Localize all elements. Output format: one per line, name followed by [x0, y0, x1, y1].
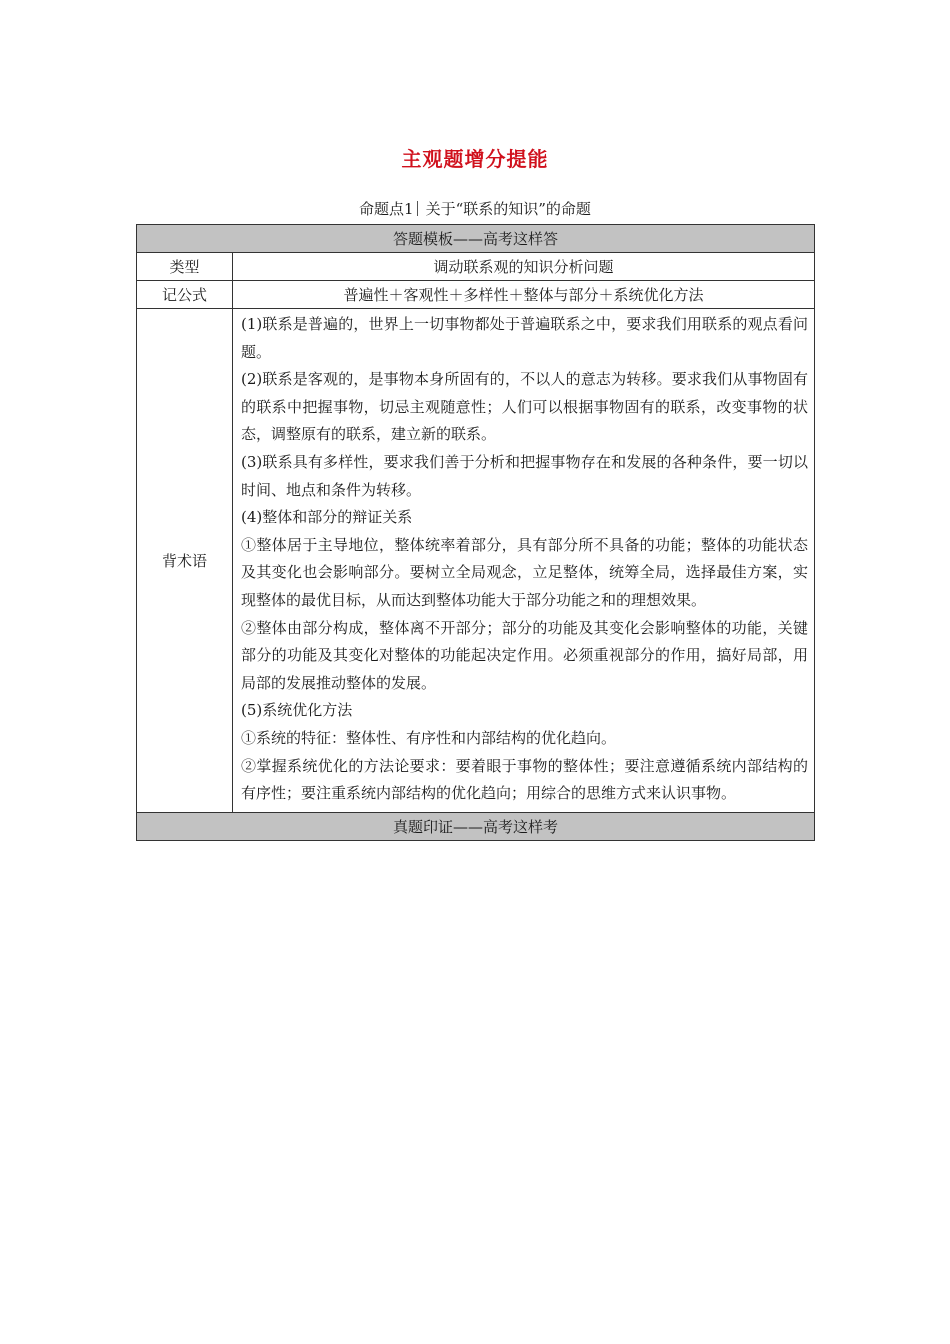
recite-paragraph: (2)联系是客观的，是事物本身所固有的，不以人的意志为转移。要求我们从事物固有的联系中把握事物，切忌主观随意性；人们可以根据事物固有的联系，改变事物的状态，调整原有的联系，建立新的联系。: [241, 370, 808, 444]
answer-template-table: [136, 224, 815, 841]
row-label: 记公式: [137, 281, 233, 309]
row-value: 普遍性＋客观性＋多样性＋整体与部分＋系统优化方法: [233, 281, 815, 309]
table-row-formula: [137, 281, 815, 309]
recite-label: 背术语: [137, 309, 233, 813]
table-row-type: [137, 253, 815, 281]
subtitle-divider: [417, 201, 418, 216]
recite-paragraph: (5)系统优化方法: [241, 701, 353, 720]
recite-paragraph: ①整体居于主导地位，整体统率着部分，具有部分所不具备的功能；整体的功能状态及其变化也会影响部分。要树立全局观念，立足整体，统筹全局，选择最佳方案，实现整体的最优目标，从而达到整体功能大于部分功能之和的理想效果。: [241, 535, 808, 609]
table-row-recite: [137, 309, 815, 813]
row-label: 类型: [137, 253, 233, 281]
recite-content: [233, 309, 815, 813]
recite-paragraph: (3)联系具有多样性，要求我们善于分析和把握事物存在和发展的各种条件，要一切以时间、地点和条件为转移。: [241, 452, 808, 499]
subtitle-text: 关于“联系的知识”的命题: [425, 200, 591, 218]
header-band: 答题模板——高考这样答: [137, 225, 815, 253]
page-title: 主观题增分提能: [401, 147, 549, 171]
recite-paragraph: ②整体由部分构成，整体离不开部分；部分的功能及其变化会影响整体的功能，关键部分的功能及其变化对整体的功能起决定作用。必须重视部分的作用，搞好局部，用局部的发展推动整体的发展。: [241, 618, 808, 692]
subtitle-prefix: 命题点1: [359, 200, 414, 218]
recite-paragraph: (4)整体和部分的辩证关系: [241, 508, 413, 527]
row-value: 调动联系观的知识分析问题: [233, 253, 815, 281]
recite-paragraph: (1)联系是普遍的，世界上一切事物都处于普遍联系之中，要求我们用联系的观点看问题。: [241, 315, 808, 361]
section-subtitle: [0, 198, 950, 219]
recite-paragraph: ①系统的特征：整体性、有序性和内部结构的优化趋向。: [241, 728, 617, 747]
recite-paragraph: ②掌握系统优化的方法论要求：要着眼于事物的整体性；要注意遵循系统内部结构的有序性；要注重系统内部结构的优化趋向；用综合的思维方式来认识事物。: [241, 756, 808, 803]
footer-band: 真题印证——高考这样考: [137, 812, 815, 840]
